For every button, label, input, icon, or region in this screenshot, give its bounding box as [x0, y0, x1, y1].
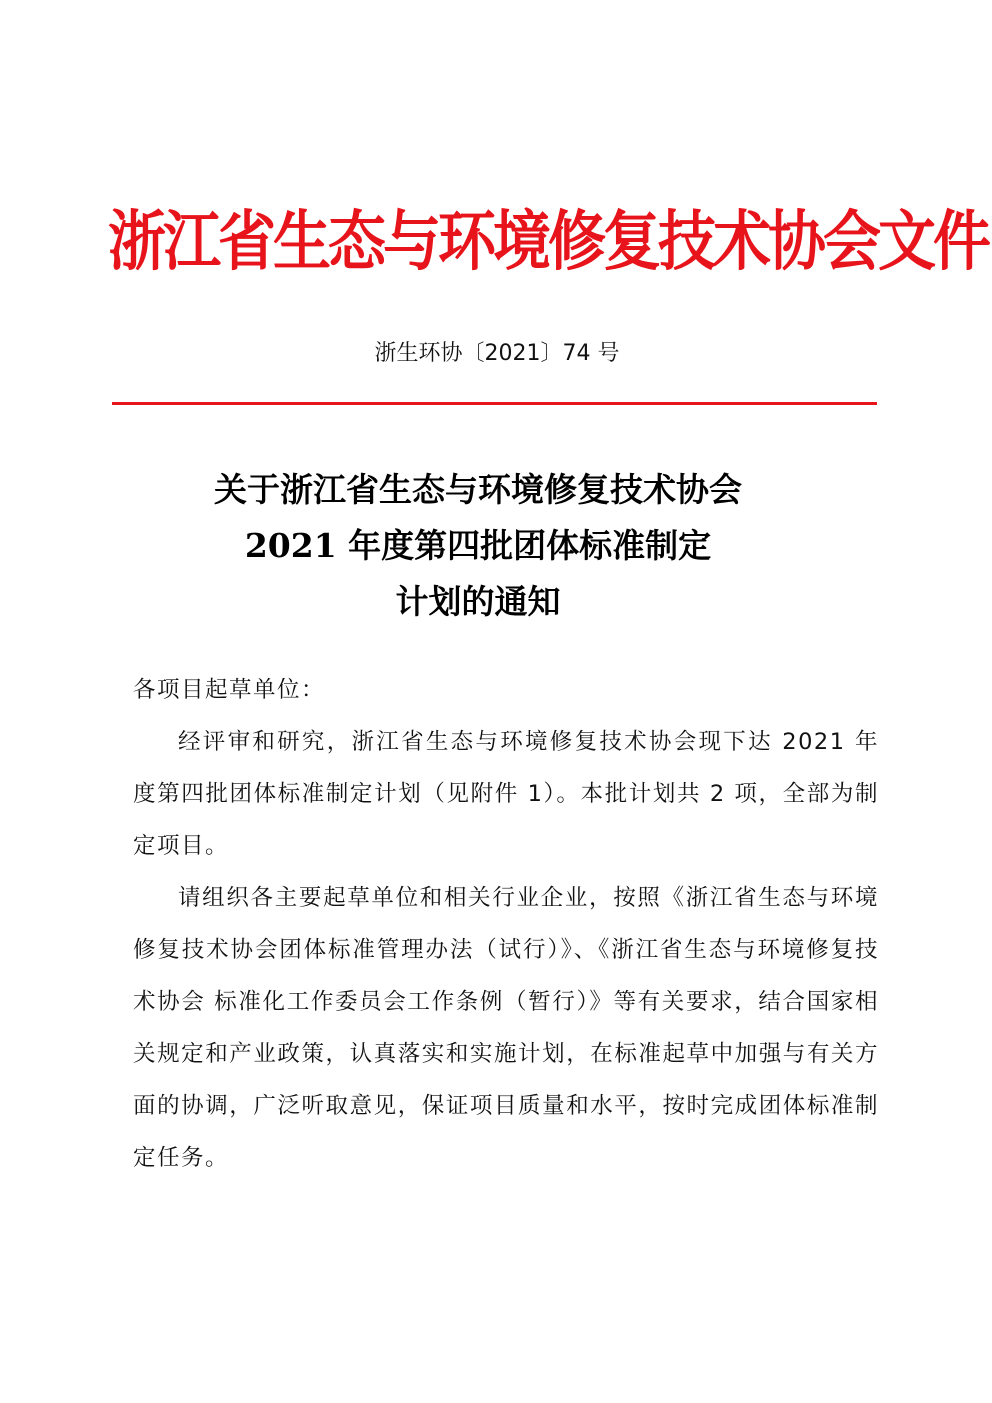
body-paragraph-1: 经评审和研究，浙江省生态与环境修复技术协会现下达 2021 年度第四批团体标准制定计划（见附件 1）。本批计划共 2 项，全部为制定项目。	[133, 729, 879, 859]
notice-title-line-2: 2021 年度第四批团体标准制定	[244, 526, 712, 565]
notice-title-line-1: 关于浙江省生态与环境修复技术协会	[214, 470, 742, 509]
body-paragraph-2: 请组织各主要起草单位和相关行业企业，按照《浙江省生态与环境修复技术协会团体标准管理办法（试行）》、《浙江省生态与环境修复技术协会 标准化工作委员会工作条例（暂行）》等有关要求，结合国家相关规定和产业政策，认真落实和实施计划，在标准起草中加强与有关方面的协调，广泛听取意见，保证项目质量和水平，按时完成团体标准制定任务。	[133, 885, 879, 1171]
notice-body	[133, 664, 879, 1184]
organization-file-header: 浙江省生态与环境修复技术协会文件	[108, 202, 989, 280]
document-number: 浙生环协〔2021〕74 号	[374, 341, 620, 366]
notice-title	[0, 462, 956, 630]
notice-title-line-3: 计划的通知	[395, 582, 561, 621]
salutation: 各项目起草单位：	[133, 677, 326, 703]
red-divider-line	[112, 402, 877, 405]
